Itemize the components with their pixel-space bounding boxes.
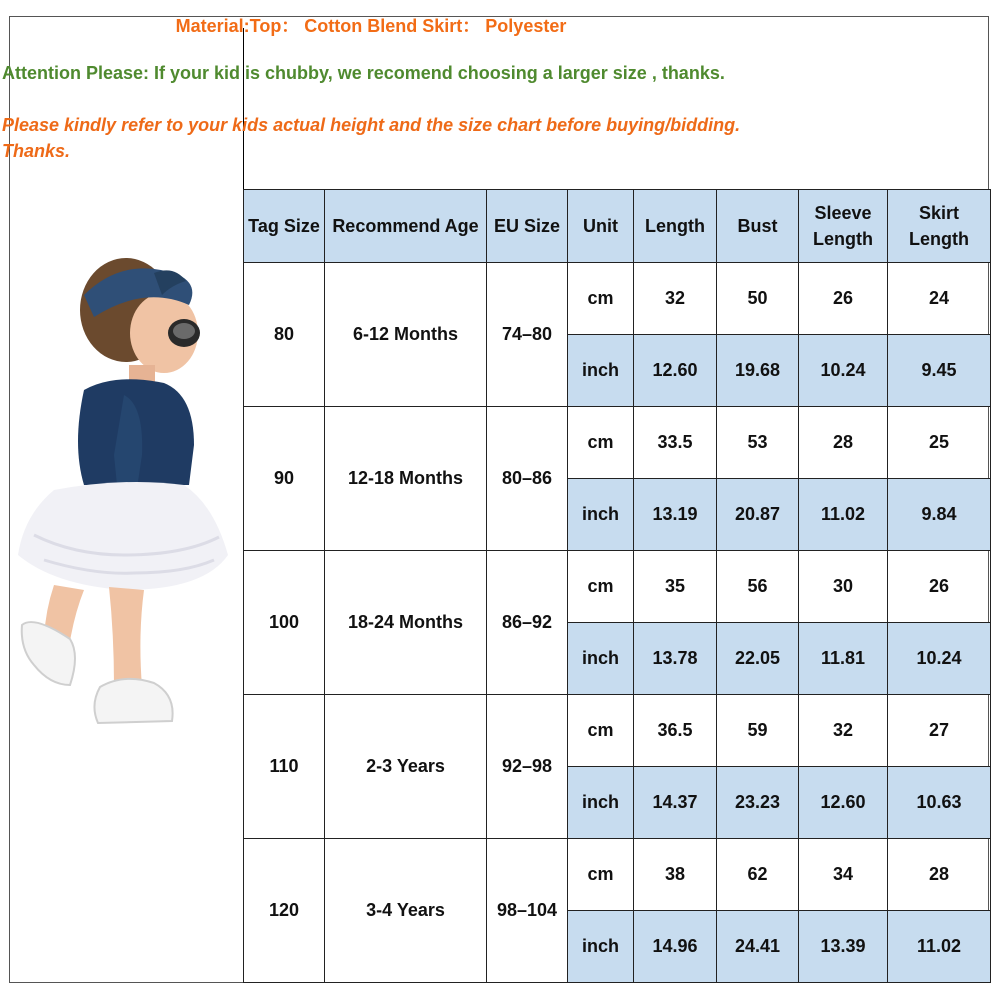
tag-size-cell: 80 — [244, 263, 325, 407]
right-shoe-shape — [94, 679, 172, 723]
length-cell: 33.5 — [634, 407, 717, 479]
table-header-row — [244, 190, 991, 263]
unit-cell: inch — [568, 623, 634, 695]
skirt-length-cell: 28 — [888, 839, 991, 911]
sleeve-length-cell: 34 — [799, 839, 888, 911]
recommend-age-cell: 12-18 Months — [325, 407, 487, 551]
skirt-length-cell: 11.02 — [888, 911, 991, 983]
child-model-photo — [14, 255, 236, 730]
sleeve-length-cell: 32 — [799, 695, 888, 767]
table-row — [244, 407, 991, 479]
skirt-length-cell: 9.45 — [888, 335, 991, 407]
unit-cell: inch — [568, 911, 634, 983]
bust-cell: 62 — [717, 839, 799, 911]
eu-size-cell: 86–92 — [487, 551, 568, 695]
material-info: Material:Top： Cotton Blend Skirt： Polyester — [175, 16, 567, 36]
header-unit: Unit — [568, 190, 634, 263]
bust-cell: 50 — [717, 263, 799, 335]
skirt-length-cell: 25 — [888, 407, 991, 479]
unit-cell: cm — [568, 407, 634, 479]
size-chart-table — [243, 189, 991, 983]
skirt-length-cell: 9.84 — [888, 479, 991, 551]
sleeve-length-cell: 12.60 — [799, 767, 888, 839]
header-length: Length — [634, 190, 717, 263]
recommend-age-cell: 3-4 Years — [325, 839, 487, 983]
length-cell: 38 — [634, 839, 717, 911]
bust-cell: 23.23 — [717, 767, 799, 839]
length-cell: 14.37 — [634, 767, 717, 839]
skirt-length-cell: 24 — [888, 263, 991, 335]
length-cell: 12.60 — [634, 335, 717, 407]
sleeve-length-cell: 30 — [799, 551, 888, 623]
attention-note: Attention Please: If your kid is chubby, we recomend choosing a larger size , thanks. — [2, 63, 725, 83]
table-row — [244, 551, 991, 623]
size-chart-note: Please kindly refer to your kids actual height and the size chart before buying/bidding. Thanks. — [2, 115, 741, 161]
recommend-age-cell: 2-3 Years — [325, 695, 487, 839]
eu-size-cell: 74–80 — [487, 263, 568, 407]
table-row — [244, 839, 991, 911]
bust-cell: 53 — [717, 407, 799, 479]
header-eu-size: EU Size — [487, 190, 568, 263]
tag-size-cell: 100 — [244, 551, 325, 695]
length-cell: 35 — [634, 551, 717, 623]
unit-cell: inch — [568, 335, 634, 407]
sleeve-length-cell: 13.39 — [799, 911, 888, 983]
tag-size-cell: 90 — [244, 407, 325, 551]
length-cell: 13.78 — [634, 623, 717, 695]
sleeve-length-cell: 10.24 — [799, 335, 888, 407]
bust-cell: 22.05 — [717, 623, 799, 695]
length-cell: 13.19 — [634, 479, 717, 551]
table-row — [244, 695, 991, 767]
length-cell: 14.96 — [634, 911, 717, 983]
bust-cell: 24.41 — [717, 911, 799, 983]
tag-size-cell: 110 — [244, 695, 325, 839]
header-recommend-age: Recommend Age — [325, 190, 487, 263]
unit-cell: cm — [568, 695, 634, 767]
sleeve-length-cell: 26 — [799, 263, 888, 335]
unit-cell: inch — [568, 479, 634, 551]
unit-cell: cm — [568, 839, 634, 911]
sleeve-length-cell: 11.02 — [799, 479, 888, 551]
skirt-length-cell: 27 — [888, 695, 991, 767]
recommend-age-cell: 6-12 Months — [325, 263, 487, 407]
unit-cell: inch — [568, 767, 634, 839]
unit-cell: cm — [568, 551, 634, 623]
skirt-length-cell: 10.63 — [888, 767, 991, 839]
skirt-length-cell: 26 — [888, 551, 991, 623]
unit-cell: cm — [568, 263, 634, 335]
bust-cell: 20.87 — [717, 479, 799, 551]
recommend-age-cell: 18-24 Months — [325, 551, 487, 695]
table-row — [244, 263, 991, 335]
eu-size-cell: 80–86 — [487, 407, 568, 551]
header-tag-size: Tag Size — [244, 190, 325, 263]
bust-cell: 56 — [717, 551, 799, 623]
header-skirt-length: Skirt Length — [888, 190, 991, 263]
header-sleeve-length: Sleeve Length — [799, 190, 888, 263]
length-cell: 36.5 — [634, 695, 717, 767]
sleeve-length-cell: 28 — [799, 407, 888, 479]
header-bust: Bust — [717, 190, 799, 263]
bust-cell: 19.68 — [717, 335, 799, 407]
eu-size-cell: 98–104 — [487, 839, 568, 983]
eu-size-cell: 92–98 — [487, 695, 568, 839]
sleeve-length-cell: 11.81 — [799, 623, 888, 695]
skirt-length-cell: 10.24 — [888, 623, 991, 695]
length-cell: 32 — [634, 263, 717, 335]
tag-size-cell: 120 — [244, 839, 325, 983]
bust-cell: 59 — [717, 695, 799, 767]
